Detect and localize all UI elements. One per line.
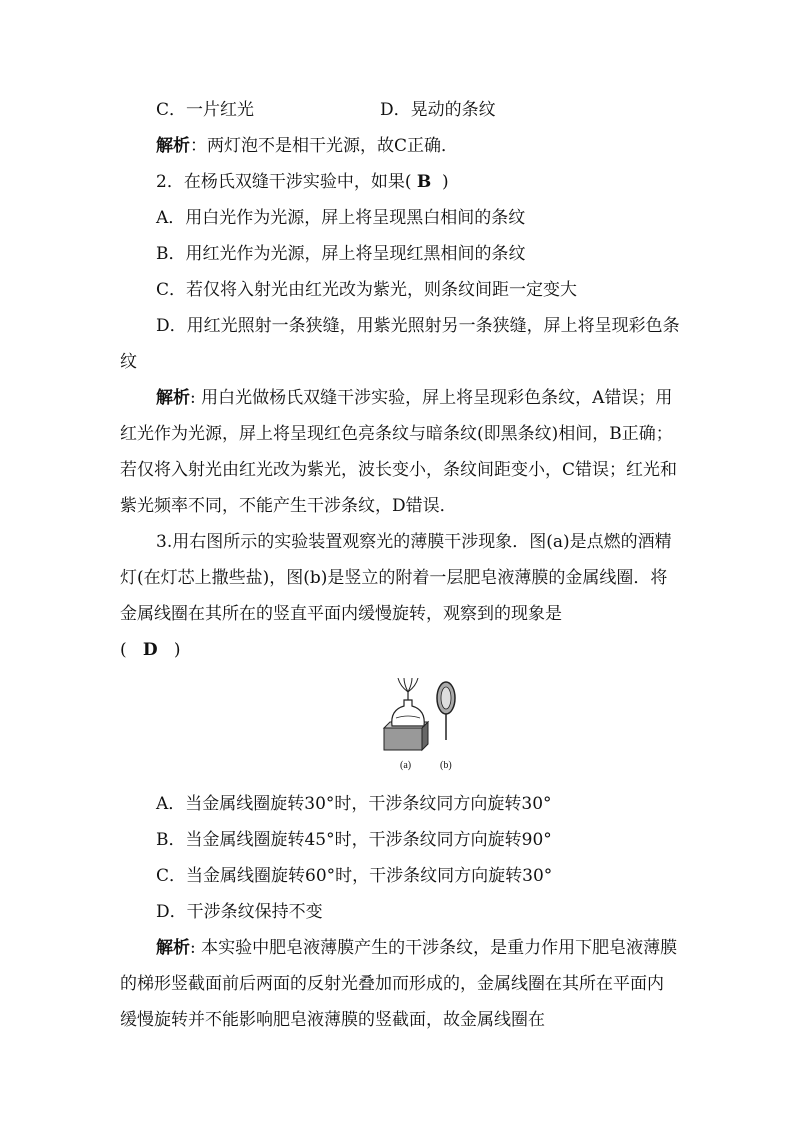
q2-analysis-text: : 用白光做杨氏双缝干涉实验，屏上将呈现彩色条纹，A错误；用红光作为光源，屏上将呈现红色亮条纹与暗条纹(即黑条纹)相间，B正确；若仅将入射光由红光改为紫光，波长变小，条纹间距变小，C错误；红光和紫光频率不同，不能产生干涉条纹，D错误． bbox=[120, 388, 678, 516]
q1-analysis-text: ：两灯泡不是相干光源，故C正确． bbox=[190, 136, 459, 156]
q2-option-d: D．用红光照射一条狭缝，用紫光照射另一条狭缝，屏上将呈现彩色条纹 bbox=[120, 316, 680, 372]
q1-option-c: C．一片红光 bbox=[156, 100, 255, 120]
q3-option-d: D．干涉条纹保持不变 bbox=[156, 902, 323, 922]
q2-stem bbox=[120, 164, 680, 200]
figure-label-a: (a) bbox=[400, 760, 412, 771]
apparatus-illustration bbox=[382, 678, 492, 758]
q1-analysis bbox=[120, 128, 680, 164]
figure-label-b: (b) bbox=[440, 760, 452, 771]
q2-analysis bbox=[120, 380, 680, 524]
q3-answer: D bbox=[142, 640, 158, 660]
q2-stem-end: ) bbox=[442, 172, 449, 192]
q3-figure bbox=[382, 678, 492, 778]
q3-paren-close: ) bbox=[173, 640, 181, 660]
q3-option-c: C．当金属线圈旋转60°时，干涉条纹同方向旋转30° bbox=[156, 866, 553, 886]
document-page bbox=[120, 92, 680, 1038]
q1-options-row bbox=[120, 92, 680, 128]
q2-option-a: A．用白光作为光源，屏上将呈现黑白相间的条纹 bbox=[156, 208, 526, 228]
q2-option-c: C．若仅将入射光由红光改为紫光，则条纹间距一定变大 bbox=[156, 280, 578, 300]
analysis-label: 解析 bbox=[156, 136, 190, 156]
q3-analysis bbox=[120, 930, 680, 1038]
q3-answer-line bbox=[120, 632, 680, 668]
q2-stem-text: 2．在杨氏双缝干涉实验中，如果( bbox=[156, 172, 412, 192]
q3-stem-text: 3.用右图所示的实验装置观察光的薄膜干涉现象．图(a)是点燃的酒精灯(在灯芯上撒些盐)，图(b)是竖立的附着一层肥皂液薄膜的金属线圈．将金属线圈在其所在的竖直平面内缓慢旋转，观察到的现象是 bbox=[120, 532, 672, 624]
q1-option-d: D．晃动的条纹 bbox=[380, 100, 496, 120]
q3-analysis-text: : 本实验中肥皂液薄膜产生的干涉条纹，是重力作用下肥皂液薄膜的梯形竖截面前后两面的反射光叠加而形成的，金属线圈在其所在平面内缓慢旋转并不能影响肥皂液薄膜的竖截面，故金属线圈在 bbox=[120, 938, 678, 1030]
q3-stem bbox=[120, 524, 680, 632]
q2-option-b: B．用红光作为光源，屏上将呈现红黑相间的条纹 bbox=[156, 244, 526, 264]
analysis-label: 解析 bbox=[156, 938, 190, 958]
q2-answer: B bbox=[416, 172, 432, 192]
q3-option-a: A．当金属线圈旋转30°时，干涉条纹同方向旋转30° bbox=[156, 794, 552, 814]
analysis-label: 解析 bbox=[156, 388, 190, 408]
q3-paren-open: ( bbox=[120, 640, 127, 660]
q3-option-b: B．当金属线圈旋转45°时，干涉条纹同方向旋转90° bbox=[156, 830, 552, 850]
